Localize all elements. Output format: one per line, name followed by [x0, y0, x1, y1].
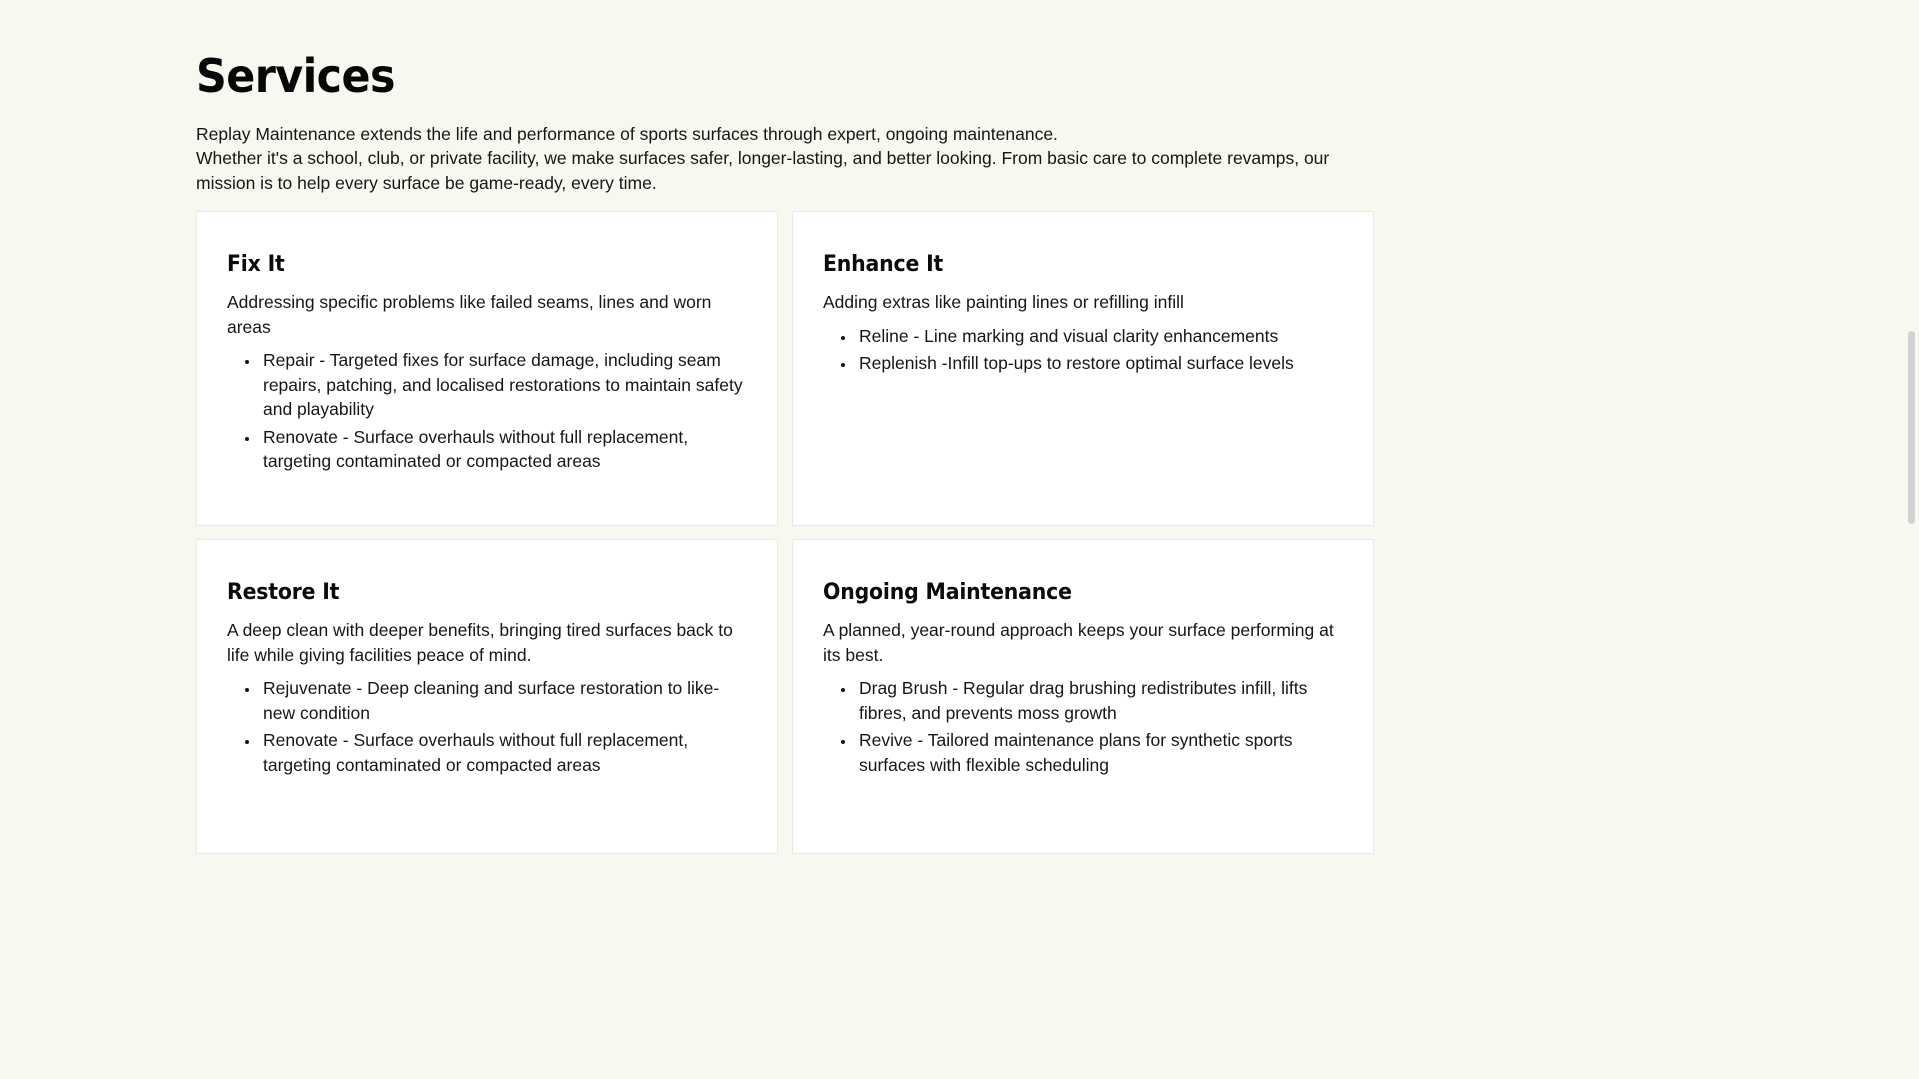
page-scrollbar[interactable]	[1904, 0, 1919, 1079]
list-item: • Rejuvenate - Deep cleaning and surface restoration to like-new condition	[260, 676, 747, 725]
page-intro	[196, 102, 1346, 196]
service-card-title: Ongoing Maintenance	[823, 580, 1072, 605]
service-card-fix-it[interactable]	[196, 211, 778, 526]
list-item: • Repair - Targeted fixes for surface damage, including seam repairs, patching, and localised restorations to maintain safety and playability	[260, 348, 747, 422]
service-card-description: Addressing specific problems like failed seams, lines and worn areas	[227, 292, 712, 337]
service-card-title: Enhance It	[823, 252, 944, 277]
scrollbar-thumb[interactable]	[1908, 331, 1915, 524]
service-card-title: Restore It	[227, 580, 340, 605]
services-card-grid	[196, 211, 1373, 854]
list-item: • Drag Brush - Regular drag brushing redistributes infill, lifts fibres, and prevents moss growth	[856, 676, 1343, 725]
intro-line-2: Whether it's a school, club, or private facility, we make surfaces safer, longer-lasting, and better looking. From basic care to complete revamps, our mission is to help every surface be game-ready, every time.	[196, 148, 1330, 193]
list-item: • Revive - Tailored maintenance plans for synthetic sports surfaces with flexible scheduling	[856, 728, 1343, 777]
intro-line-1: Replay Maintenance extends the life and performance of sports surfaces through expert, ongoing maintenance.	[196, 123, 1058, 144]
service-card-list	[227, 348, 747, 474]
service-card-description: Adding extras like painting lines or refilling infill	[823, 292, 1184, 313]
service-card-restore-it[interactable]	[196, 539, 778, 854]
list-item: • Replenish -Infill top-ups to restore optimal surface levels	[856, 351, 1343, 376]
service-card-list	[227, 676, 747, 777]
service-card-ongoing-maintenance[interactable]	[792, 539, 1374, 854]
page-header	[196, 0, 1376, 195]
list-item: • Renovate - Surface overhauls without full replacement, targeting contaminated or compacted areas	[260, 425, 747, 474]
page-title: Services	[196, 49, 395, 103]
service-card-description: A planned, year-round approach keeps your surface performing at its best.	[823, 620, 1334, 665]
service-card-list	[823, 324, 1343, 376]
service-card-title: Fix It	[227, 252, 285, 277]
service-card-description: A deep clean with deeper benefits, bringing tired surfaces back to life while giving facilities peace of mind.	[227, 620, 733, 665]
service-card-enhance-it[interactable]	[792, 211, 1374, 526]
list-item: • Reline - Line marking and visual clarity enhancements	[856, 324, 1343, 349]
list-item: • Renovate - Surface overhauls without full replacement, targeting contaminated or compacted areas	[260, 728, 747, 777]
service-card-list	[823, 676, 1343, 777]
